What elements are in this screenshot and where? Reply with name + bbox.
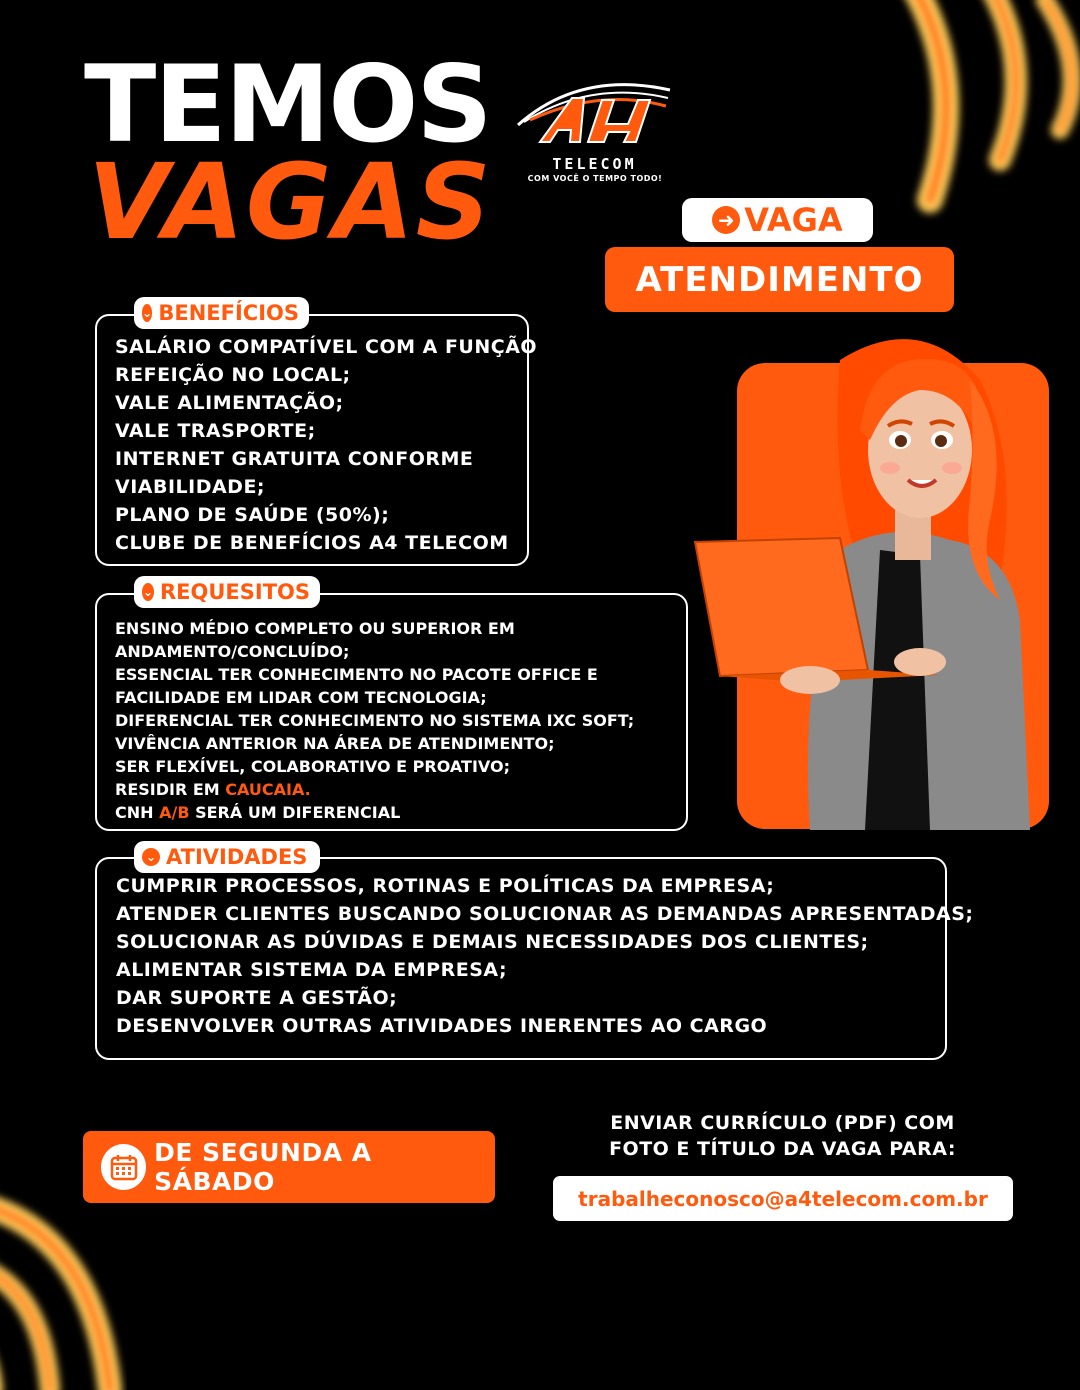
- cnh-prefix: CNH: [115, 803, 160, 822]
- list-item: SOLUCIONAR AS DÚVIDAS E DEMAIS NECESSIDADES DOS CLIENTES;: [116, 931, 869, 953]
- list-item: PLANO DE SAÚDE (50%);: [115, 504, 390, 526]
- calendar-icon: [101, 1144, 146, 1190]
- list-item: ATENDER CLIENTES BUSCANDO SOLUCIONAR AS DEMANDAS APRESENTADAS;: [116, 903, 974, 925]
- activities-list: [116, 872, 974, 1040]
- activities-label-text: ATIVIDADES: [166, 845, 308, 869]
- list-item: REFEIÇÃO NO LOCAL;: [115, 364, 351, 386]
- vaga-label-pill: [682, 198, 873, 242]
- residence-prefix: RESIDIR EM: [115, 780, 226, 799]
- list-item: CLUBE DE BENEFÍCIOS A4 TELECOM: [115, 532, 509, 554]
- headline-vagas: VAGAS: [88, 141, 493, 263]
- schedule-text: DE SEGUNDA A SÁBADO: [154, 1138, 372, 1196]
- cnh-suffix: SERÁ UM DIFERENCIAL: [189, 803, 401, 822]
- requirements-label: [134, 576, 320, 608]
- benefits-label-text: BENEFÍCIOS: [158, 301, 299, 325]
- list-item: VALE TRASPORTE;: [115, 420, 316, 442]
- vaga-label: VAGA: [744, 201, 843, 239]
- glow-arcs-bottom-left: [0, 1170, 200, 1390]
- list-item: FACILIDADE EM LIDAR COM TECNOLOGIA;: [115, 688, 487, 707]
- character-illustration: [690, 320, 1060, 830]
- chevron-down-icon: ⌄: [142, 585, 154, 599]
- list-item-cnh: [115, 801, 634, 824]
- requirements-list: [115, 617, 634, 824]
- list-item: SALÁRIO COMPATÍVEL COM A FUNÇÃO: [115, 336, 538, 358]
- benefits-label: [134, 297, 309, 329]
- schedule-badge: [83, 1131, 495, 1203]
- position-title: ATENDIMENTO: [635, 259, 924, 300]
- list-item: DAR SUPORTE A GESTÃO;: [116, 987, 398, 1009]
- list-item: INTERNET GRATUITA CONFORME: [115, 448, 474, 470]
- send-instructions-line1: ENVIAR CURRÍCULO (PDF) COM: [610, 1112, 955, 1134]
- activities-label: [134, 841, 320, 873]
- list-item: DESENVOLVER OUTRAS ATIVIDADES INERENTES AO CARGO: [116, 1015, 768, 1037]
- logo-name: TELECOM: [552, 155, 637, 173]
- list-item: VIVÊNCIA ANTERIOR NA ÁREA DE ATENDIMENTO;: [115, 734, 555, 753]
- send-instructions: [560, 1110, 1005, 1162]
- list-item: VALE ALIMENTAÇÃO;: [115, 392, 344, 414]
- list-item: ESSENCIAL TER CONHECIMENTO NO PACOTE OFFICE E: [115, 665, 598, 684]
- list-item: ENSINO MÉDIO COMPLETO OU SUPERIOR EM: [115, 619, 515, 638]
- glow-arcs-top-right: [850, 0, 1080, 240]
- list-item: SER FLEXÍVEL, COLABORATIVO E PROATIVO;: [115, 757, 510, 776]
- cnh-category: A/B: [159, 803, 190, 822]
- requirements-label-text: REQUESITOS: [159, 580, 310, 604]
- list-item: VIABILIDADE;: [115, 476, 266, 498]
- list-item: CUMPRIR PROCESSOS, ROTINAS E POLÍTICAS DA EMPRESA;: [116, 875, 775, 897]
- list-item-residence: [115, 778, 634, 801]
- list-item: ALIMENTAR SISTEMA DA EMPRESA;: [116, 959, 508, 981]
- contact-email[interactable]: trabalheconosco@a4telecom.com.br: [553, 1176, 1013, 1221]
- headline-temos: TEMOS: [84, 43, 491, 166]
- position-title-pill: [605, 247, 954, 312]
- chevron-down-icon: ⌄: [142, 306, 153, 320]
- benefits-list: [115, 333, 537, 557]
- arrow-right-icon: ➜: [712, 206, 740, 234]
- residence-city: CAUCAIA.: [225, 780, 311, 799]
- logo-tagline: COM VOCÊ O TEMPO TODO!: [527, 174, 663, 183]
- list-item: ANDAMENTO/CONCLUÍDO;: [115, 642, 350, 661]
- send-instructions-line2: FOTO E TÍTULO DA VAGA PARA:: [609, 1138, 956, 1160]
- chevron-down-icon: ⌄: [142, 848, 160, 866]
- list-item: DIFERENCIAL TER CONHECIMENTO NO SISTEMA IXC SOFT;: [115, 711, 635, 730]
